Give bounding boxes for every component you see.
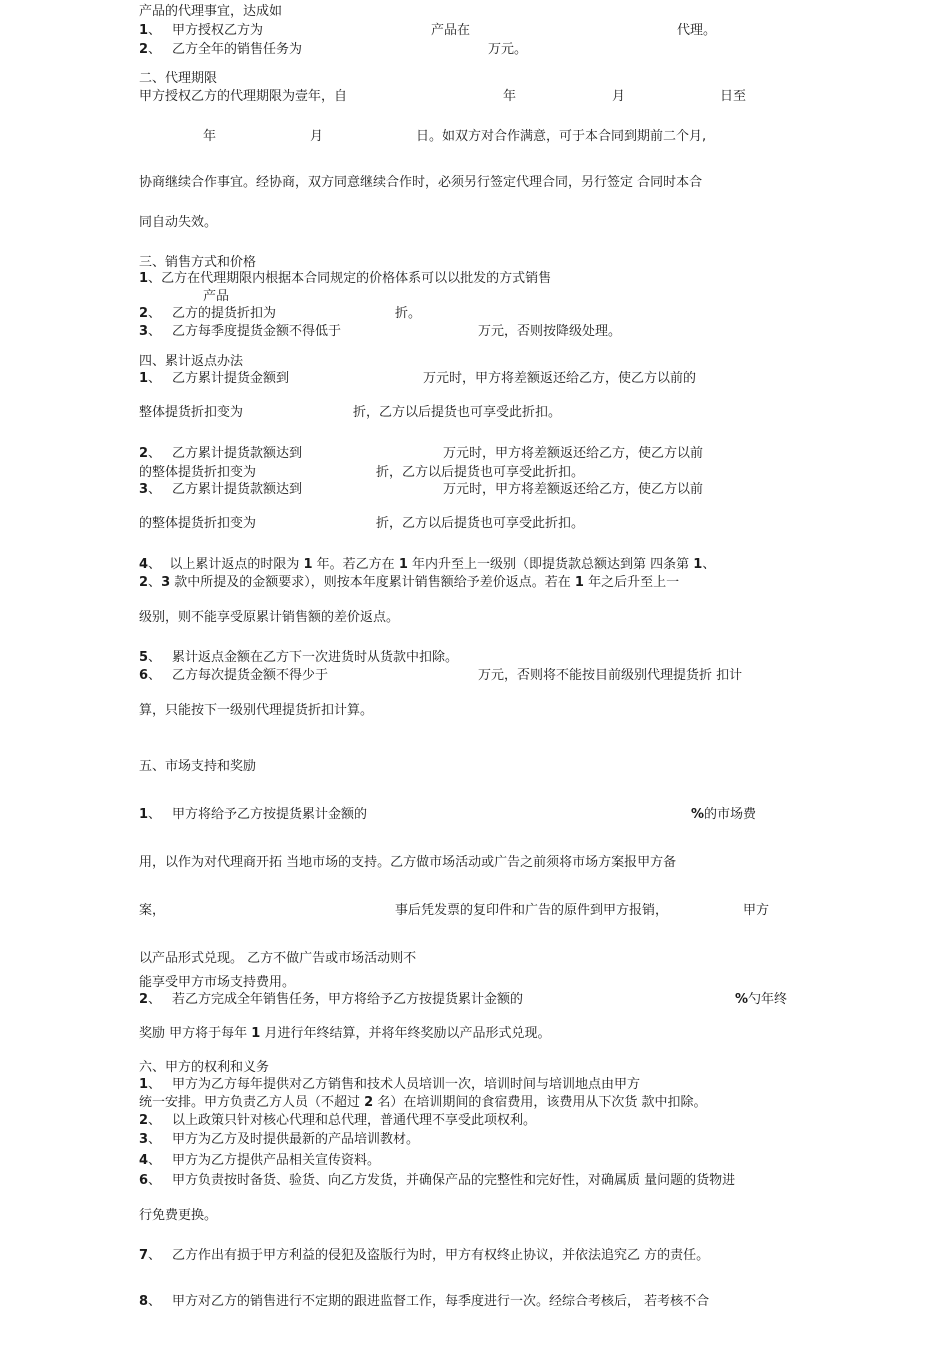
- clause-4-4-line-3: 级别，则不能享受原累计销售额的差价返点。: [139, 610, 400, 625]
- term-line-4: 同自动失效。: [139, 215, 218, 230]
- clause-4-1-text-a: 乙方累计提货金额到: [172, 371, 290, 386]
- clause-1-1-text-c: 代理。: [677, 23, 717, 38]
- clause-4-6-text-a: 乙方每次提货金额不得少于: [172, 668, 329, 683]
- clause-6-3-num: 3、: [139, 1132, 162, 1147]
- clause-4-2-text-c: 的整体提货折扣变为: [139, 465, 257, 480]
- clause-6-2-text: 以上政策只针对核心代理和总代理，普通代理不享受此项权利。: [172, 1113, 537, 1128]
- clause-4-4-line-1: 4、 以上累计返点的时限为 1 年。若乙方在 1 年内升至上一级别（即提货款总额达到第 四条第 1、: [139, 557, 716, 572]
- clause-1-2-num: 2、: [139, 42, 162, 57]
- term-line-1-year: 年: [503, 89, 517, 104]
- clause-5-2-text-b: %勺年终: [735, 992, 788, 1007]
- section-4-heading: 四、累计返点办法: [139, 354, 244, 369]
- clause-4-2-text-b: 万元时，甲方将差额返还给乙方，使乙方以前: [443, 446, 704, 461]
- clause-4-3-text-c: 的整体提货折扣变为: [139, 516, 257, 531]
- clause-4-3-num: 3、: [139, 482, 162, 497]
- clause-4-1-text-b: 万元时，甲方将差额返还给乙方，使乙方以前的: [423, 371, 697, 386]
- clause-5-1-text-d: 案，: [139, 903, 166, 918]
- clause-6-6-text-a: 甲方负责按时备货、验货、向乙方发货，并确保产品的完整性和完好性，对确属质 量问题的货物进: [172, 1173, 736, 1188]
- clause-3-3-text-a: 乙方每季度提货金额不得低于: [172, 324, 342, 339]
- clause-6-2-num: 2、: [139, 1113, 162, 1128]
- section-2-heading: 二、代理期限: [139, 71, 218, 86]
- clause-6-1-num: 1、: [139, 1077, 162, 1092]
- clause-6-4-text: 甲方为乙方提供产品相关宣传资料。: [172, 1153, 381, 1168]
- clause-4-3-text-d: 折，乙方以后提货也可享受此折扣。: [376, 516, 585, 531]
- clause-3-3-num: 3、: [139, 324, 162, 339]
- clause-6-6-num: 6、: [139, 1173, 162, 1188]
- clause-1-2-text-b: 万元。: [488, 42, 528, 57]
- clause-5-1-text-g: 以产品形式兑现。 乙方不做广告或市场活动则不: [139, 951, 417, 966]
- clause-3-2-text-a: 乙方的提货折扣为: [172, 306, 277, 321]
- term-line-1-a: 甲方授权乙方的代理期限为壹年，自: [139, 89, 348, 104]
- clause-5-1-num: 1、: [139, 807, 162, 822]
- clause-4-4-line-2: 2、3 款中所提及的金额要求），则按本年度累计销售额给予差价返点。若在 1 年之后升至上一: [139, 575, 680, 590]
- clause-6-4-num: 4、: [139, 1153, 162, 1168]
- clause-1-1-text-a: 甲方授权乙方为: [172, 23, 264, 38]
- clause-3-2-num: 2、: [139, 306, 162, 321]
- clause-6-6-text-b: 行免费更换。: [139, 1208, 218, 1223]
- term-line-1-month: 月: [612, 89, 626, 104]
- clause-4-1-text-c: 整体提货折扣变为: [139, 405, 244, 420]
- term-line-1-day: 日至: [720, 89, 747, 104]
- term-line-3: 协商继续合作事宜。经协商，双方同意继续合作时，必须另行签定代理合同，另行签定 合同时本合: [139, 175, 703, 190]
- clause-4-1-num: 1、: [139, 371, 162, 386]
- clause-6-3-text: 甲方为乙方及时提供最新的产品培训教材。: [172, 1132, 420, 1147]
- clause-4-3-text-b: 万元时，甲方将差额返还给乙方，使乙方以前: [443, 482, 704, 497]
- clause-5-2-text-c: 奖励 甲方将于每年 1 月进行年终结算，并将年终奖励以产品形式兑现。: [139, 1026, 551, 1041]
- section-6-heading: 六、甲方的权利和义务: [139, 1060, 270, 1075]
- clause-4-2-text-d: 折，乙方以后提货也可享受此折扣。: [376, 465, 585, 480]
- clause-5-1-text-b: %的市场费: [691, 807, 757, 822]
- clause-4-6-text-c: 算，只能按下一级别代理提货折扣计算。: [139, 703, 374, 718]
- clause-5-2-text-a: 若乙方完成全年销售任务，甲方将给予乙方按提货累计金额的: [172, 992, 524, 1007]
- clause-3-1: 1、乙方在代理期限内根据本合同规定的价格体系可以以批发的方式销售: [139, 271, 552, 286]
- clause-4-2-text-a: 乙方累计提货款额达到: [172, 446, 303, 461]
- term-line-2-year: 年: [203, 129, 217, 144]
- clause-5-1-text-c: 用，以作为对代理商开拓 当地市场的支持。乙方做市场活动或广告之前须将市场方案报甲方备: [139, 855, 677, 870]
- clause-4-5-num: 5、: [139, 650, 162, 665]
- clause-4-5-text: 累计返点金额在乙方下一次进货时从货款中扣除。: [172, 650, 459, 665]
- clause-4-6-text-b: 万元，否则将不能按目前级别代理提货折 扣计: [478, 668, 743, 683]
- clause-4-2-num: 2、: [139, 446, 162, 461]
- clause-3-3-text-b: 万元，否则按降级处理。: [478, 324, 622, 339]
- intro-line: 产品的代理事宜，达成如: [139, 4, 283, 19]
- clause-5-1-text-h: 能享受甲方市场支持费用。: [139, 975, 296, 990]
- clause-5-1-text-f: 甲方: [743, 903, 770, 918]
- clause-6-1-text-b: 统一安排。甲方负责乙方人员（不超过 2 名）在培训期间的食宿费用，该费用从下次货 款中扣除。: [139, 1095, 707, 1110]
- clause-5-1-text-a: 甲方将给予乙方按提货累计金额的: [172, 807, 368, 822]
- clause-3-1-product: 产品: [203, 289, 230, 304]
- clause-6-7-text: 乙方作出有损于甲方利益的侵犯及盗版行为时，甲方有权终止协议，并依法追究乙 方的责任。: [172, 1248, 710, 1263]
- clause-6-8-text: 甲方对乙方的销售进行不定期的跟进监督工作，每季度进行一次。经综合考核后， 若考核不合: [172, 1294, 710, 1309]
- clause-6-7-num: 7、: [139, 1248, 162, 1263]
- section-3-heading: 三、销售方式和价格: [139, 255, 257, 270]
- clause-1-1-text-b: 产品在: [431, 23, 471, 38]
- clause-4-1-text-d: 折，乙方以后提货也可享受此折扣。: [353, 405, 562, 420]
- clause-6-1-text-a: 甲方为乙方每年提供对乙方销售和技术人员培训一次，培训时间与培训地点由甲方: [172, 1077, 641, 1092]
- clause-5-1-text-e: 事后凭发票的复印件和广告的原件到甲方报销，: [395, 903, 669, 918]
- term-line-2-rest: 日。如双方对合作满意，可于本合同到期前二个月,: [416, 129, 707, 144]
- term-line-2-month: 月: [310, 129, 324, 144]
- section-5-heading: 五、市场支持和奖励: [139, 759, 257, 774]
- clause-1-1-num: 1、: [139, 23, 162, 38]
- clause-3-2-text-b: 折。: [395, 306, 422, 321]
- clause-4-3-text-a: 乙方累计提货款额达到: [172, 482, 303, 497]
- clause-5-2-num: 2、: [139, 992, 162, 1007]
- clause-1-2-text-a: 乙方全年的销售任务为: [172, 42, 303, 57]
- clause-4-6-num: 6、: [139, 668, 162, 683]
- clause-6-8-num: 8、: [139, 1294, 162, 1309]
